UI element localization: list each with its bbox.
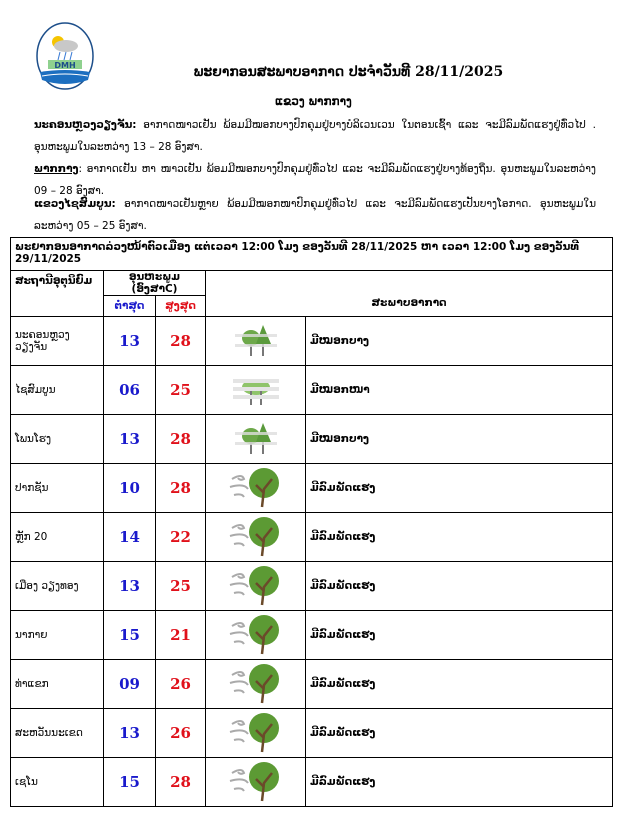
- strong-wind-icon: [206, 464, 306, 513]
- table-row: [11, 611, 613, 660]
- col-max: ສູງສຸດ: [156, 296, 206, 317]
- light-fog-icon: [206, 415, 306, 464]
- station-name: ໂພນໂຮງ: [11, 415, 104, 464]
- col-min: ຕ່ຳສຸດ: [104, 296, 156, 317]
- station-name: ນະຄອນຫຼວງວຽງຈັນ: [11, 317, 104, 366]
- station-name: ໄຊສົມບູນ: [11, 366, 104, 415]
- table-caption: ພະຍາກອນອາກາດລ່ວງໜ້າຕົວເມືອງ ແຕ່ເວລາ 12:00 ໂມງ ຂອງວັນທີ 28/11/2025 ຫາ ເວລາ 12:00 ໂມງ ຂອງວັນທີ 29/11/2025: [11, 238, 613, 271]
- strong-wind-icon: [206, 709, 306, 758]
- min-temp: 13: [104, 562, 156, 611]
- forecast-table: [10, 237, 613, 807]
- region-subtitle: ແຂວງ ພາກກາງ: [275, 94, 352, 108]
- condition-text: ມີລົມພັດແຮງ: [306, 513, 613, 562]
- col-station: ສະຖານີອຸຕຸນິຍົມ: [11, 271, 104, 317]
- condition-text: ມີລົມພັດແຮງ: [306, 611, 613, 660]
- table-row: [11, 513, 613, 562]
- strong-wind-icon: [206, 611, 306, 660]
- max-temp: 25: [156, 562, 206, 611]
- condition-text: ມີລົມພັດແຮງ: [306, 562, 613, 611]
- table-row: [11, 709, 613, 758]
- paragraph-label: ແຂວງໄຊສົມບູນ:: [34, 198, 116, 210]
- light-fog-icon: [206, 317, 306, 366]
- station-name: ຫຼັກ 20: [11, 513, 104, 562]
- dense-fog-icon: [206, 366, 306, 415]
- logo-text: DMH: [54, 61, 76, 70]
- paragraph-text: ອາກາດໜາວເຢັນຫຼາຍ ພ້ອມມີໝອກໜາປົກຄຸມຢູ່ທົ່ວໄປ ແລະ ຈະມີລົມພັດແຮງເປັນບາງໂອກາດ. ອຸນຫະພູມໃນລະຫວ່າງ 05 – 25 ອົງສາ.: [34, 198, 596, 232]
- paragraph-text: ອາກາດໜາວເຢັນ ພ້ອມມີໝອກບາງປົກຄຸມຢູ່ບາງບໍລິເວນເວນ ໃນຕອນເຊົ້າ ແລະ ຈະມີລົມພັດແຮງຢູ່ທົ່ວໄປ . ອຸນຫະພູມໃນລະຫວ່າງ 13 – 28 ອົງສາ.: [34, 119, 596, 153]
- strong-wind-icon: [206, 660, 306, 709]
- min-temp: 13: [104, 709, 156, 758]
- max-temp: 28: [156, 758, 206, 807]
- min-temp: 15: [104, 611, 156, 660]
- max-temp: 28: [156, 317, 206, 366]
- station-name: ນາກາຍ: [11, 611, 104, 660]
- strong-wind-icon: [206, 562, 306, 611]
- table-row: [11, 317, 613, 366]
- paragraph-label: ນະຄອນຫຼວງວຽງຈັນ:: [34, 119, 137, 131]
- max-temp: 28: [156, 415, 206, 464]
- condition-text: ມີລົມພັດແຮງ: [306, 709, 613, 758]
- station-name: ສະຫວັນນະເຂດ: [11, 709, 104, 758]
- paragraph-text: : ອາກາດເຢັນ ຫາ ໜາວເຢັນ ພ້ອມມີໝອກບາງປົກຄຸມຢູ່ທົ່ວໄປ ແລະ ຈະມີລົມພັດແຮງຢູ່ບາງທ້ອງຖິ່ນ. ອຸນຫະພູມໃນລະຫວ່າງ 09 – 28 ອົງສາ.: [34, 163, 596, 197]
- max-temp: 26: [156, 709, 206, 758]
- min-temp: 14: [104, 513, 156, 562]
- col-temp: ອຸນຫະພູມ (ອົງສາC): [104, 271, 206, 296]
- table-row: [11, 660, 613, 709]
- paragraph-label: ພາກກາງ: [34, 163, 79, 175]
- min-temp: 13: [104, 317, 156, 366]
- table-row: [11, 758, 613, 807]
- table-row: [11, 366, 613, 415]
- max-temp: 21: [156, 611, 206, 660]
- paragraph-vientiane: [34, 114, 596, 158]
- min-temp: 06: [104, 366, 156, 415]
- condition-text: ມີໝອກໜາ: [306, 366, 613, 415]
- max-temp: 25: [156, 366, 206, 415]
- condition-text: ມີລົມພັດແຮງ: [306, 464, 613, 513]
- strong-wind-icon: [206, 758, 306, 807]
- station-name: ເມືອງ ວຽງທອງ: [11, 562, 104, 611]
- max-temp: 26: [156, 660, 206, 709]
- col-condition: ສະພາບອາກາດ: [206, 271, 613, 317]
- table-row: [11, 562, 613, 611]
- condition-text: ມີລົມພັດແຮງ: [306, 758, 613, 807]
- station-name: ເຊໂນ: [11, 758, 104, 807]
- min-temp: 13: [104, 415, 156, 464]
- table-row: [11, 464, 613, 513]
- station-name: ທ່າແຂກ: [11, 660, 104, 709]
- station-name: ປາກຊັນ: [11, 464, 104, 513]
- min-temp: 10: [104, 464, 156, 513]
- table-row: [11, 415, 613, 464]
- condition-text: ມີລົມພັດແຮງ: [306, 660, 613, 709]
- min-temp: 15: [104, 758, 156, 807]
- strong-wind-icon: [206, 513, 306, 562]
- paragraph-xaisomboun: [34, 193, 596, 237]
- min-temp: 09: [104, 660, 156, 709]
- max-temp: 22: [156, 513, 206, 562]
- condition-text: ມີໝອກບາງ: [306, 415, 613, 464]
- page-title: ພະຍາກອນສະພາບອາກາດ ປະຈຳວັນທີ 28/11/2025: [193, 64, 504, 80]
- max-temp: 28: [156, 464, 206, 513]
- condition-text: ມີໝອກບາງ: [306, 317, 613, 366]
